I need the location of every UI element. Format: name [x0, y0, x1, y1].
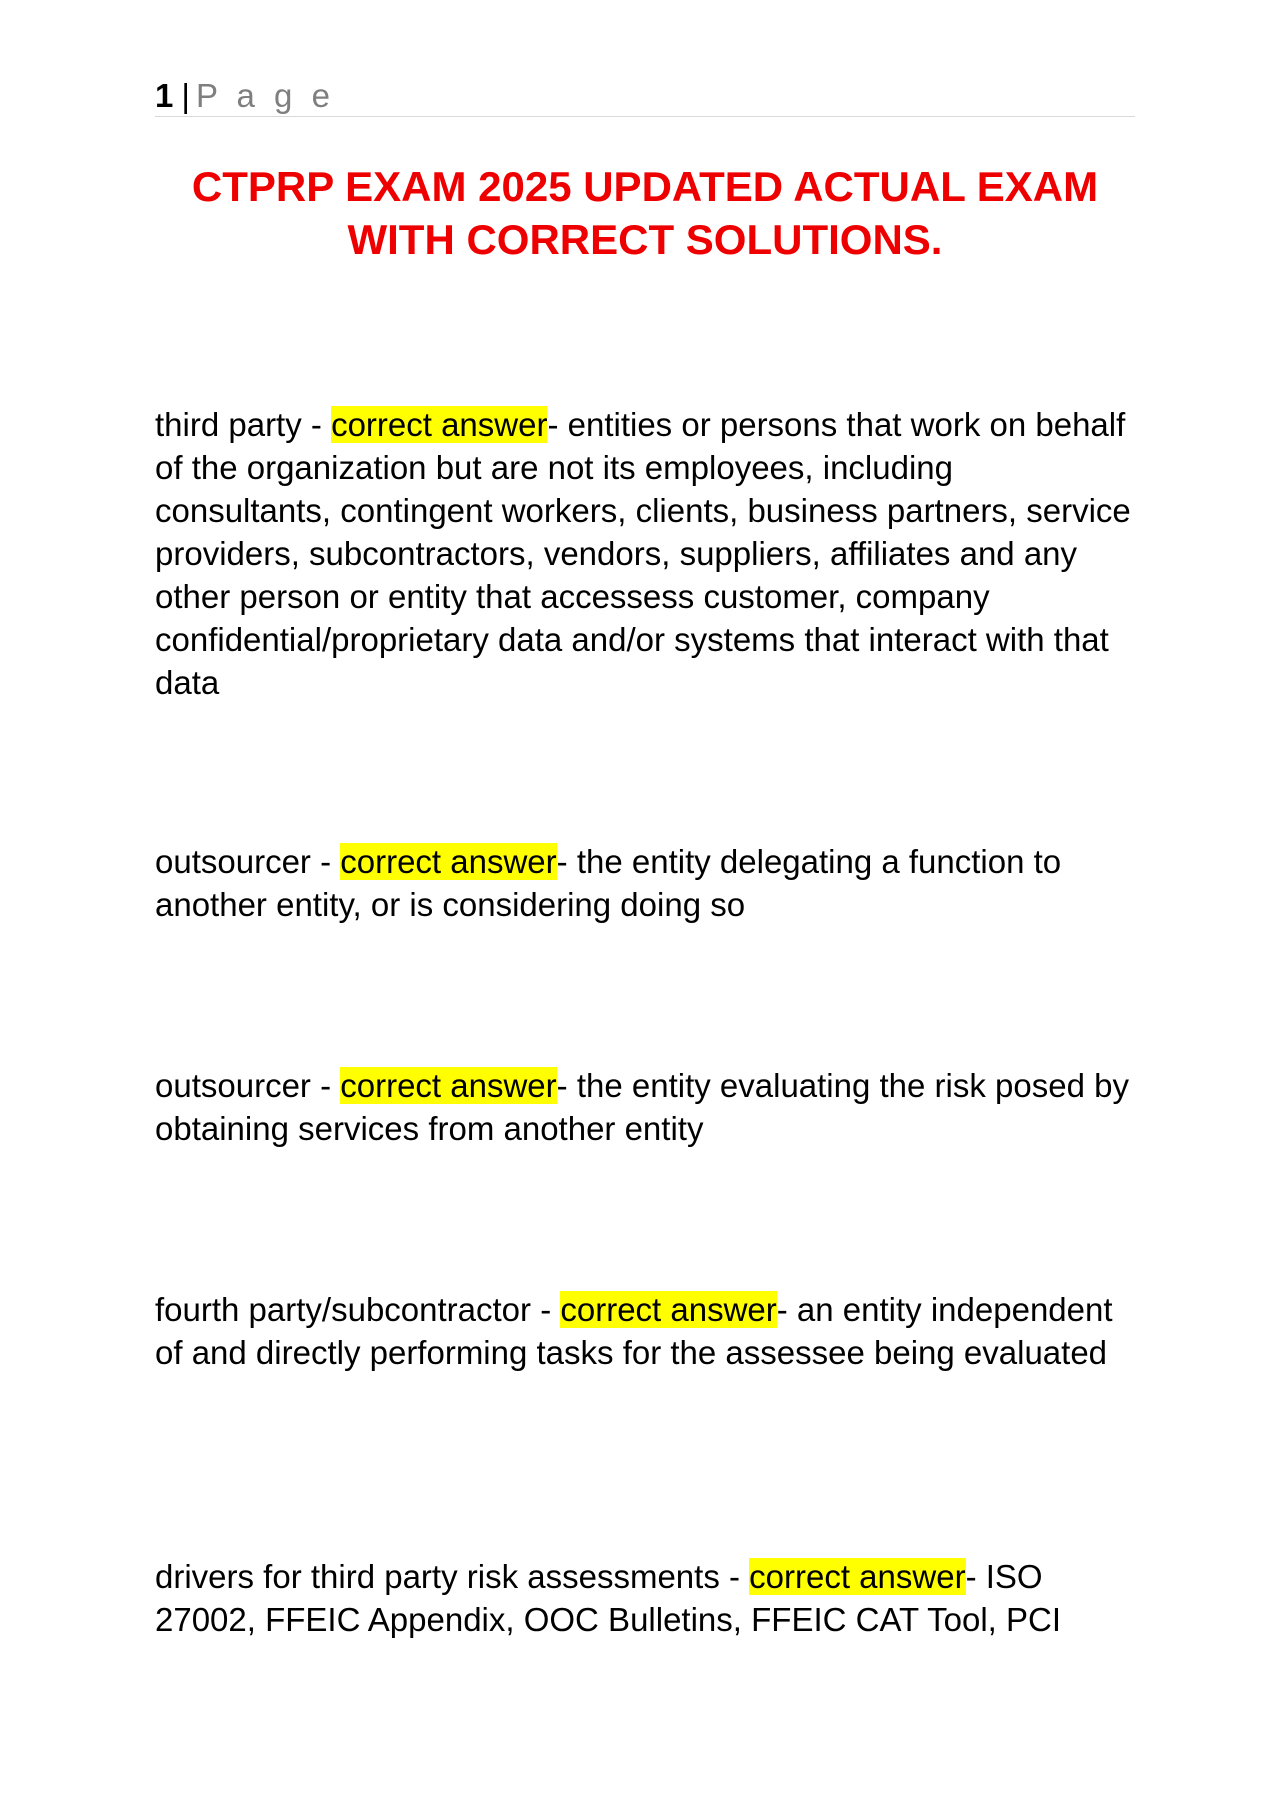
entry-fourth-party — [155, 1288, 1135, 1374]
page-number: 1 — [155, 77, 174, 114]
entry-definition: - the entity evaluating the risk posed by obtaining services from another entity — [155, 1067, 1129, 1147]
document-title — [155, 160, 1135, 266]
entry-third-party — [155, 403, 1135, 704]
entry-definition: - entities or persons that work on behalf of the organization but are not its employees, including consultants, contingent workers, clients, business partners, service providers, subcontractors, vendors, suppliers, affiliates and any other person or entity that accessess customer, company confidential/proprietary data and/or systems that interact with that data — [155, 406, 1131, 701]
entry-outsourcer-evaluating — [155, 1064, 1135, 1150]
correct-answer-highlight: correct answer — [749, 1558, 966, 1595]
entry-definition: - an entity independent of and directly performing tasks for the assessee being evaluated — [155, 1291, 1113, 1371]
correct-answer-highlight: correct answer — [340, 843, 557, 880]
entry-term: third party - — [155, 406, 332, 443]
entry-term: outsourcer - — [155, 1067, 341, 1104]
entry-term: drivers for third party risk assessments - — [155, 1558, 750, 1595]
page-word: P a g e — [195, 77, 335, 114]
document-title-line-1: CTPRP EXAM 2025 UPDATED ACTUAL EXAM — [191, 163, 1099, 210]
entry-outsourcer-delegating — [155, 840, 1135, 926]
page-separator: | — [181, 77, 190, 114]
entry-drivers — [155, 1555, 1135, 1641]
entry-term: outsourcer - — [155, 843, 341, 880]
correct-answer-highlight: correct answer — [560, 1291, 777, 1328]
entry-definition: - the entity delegating a function to another entity, or is considering doing so — [155, 843, 1062, 923]
entry-term: fourth party/subcontractor - — [155, 1291, 561, 1328]
correct-answer-highlight: correct answer — [331, 406, 548, 443]
entry-definition: - ISO 27002, FFEIC Appendix, OOC Bulletins, FFEIC CAT Tool, PCI — [155, 1558, 1062, 1638]
document-title-line-2: WITH CORRECT SOLUTIONS. — [347, 216, 943, 263]
correct-answer-highlight: correct answer — [340, 1067, 557, 1104]
page-header — [155, 76, 1135, 117]
